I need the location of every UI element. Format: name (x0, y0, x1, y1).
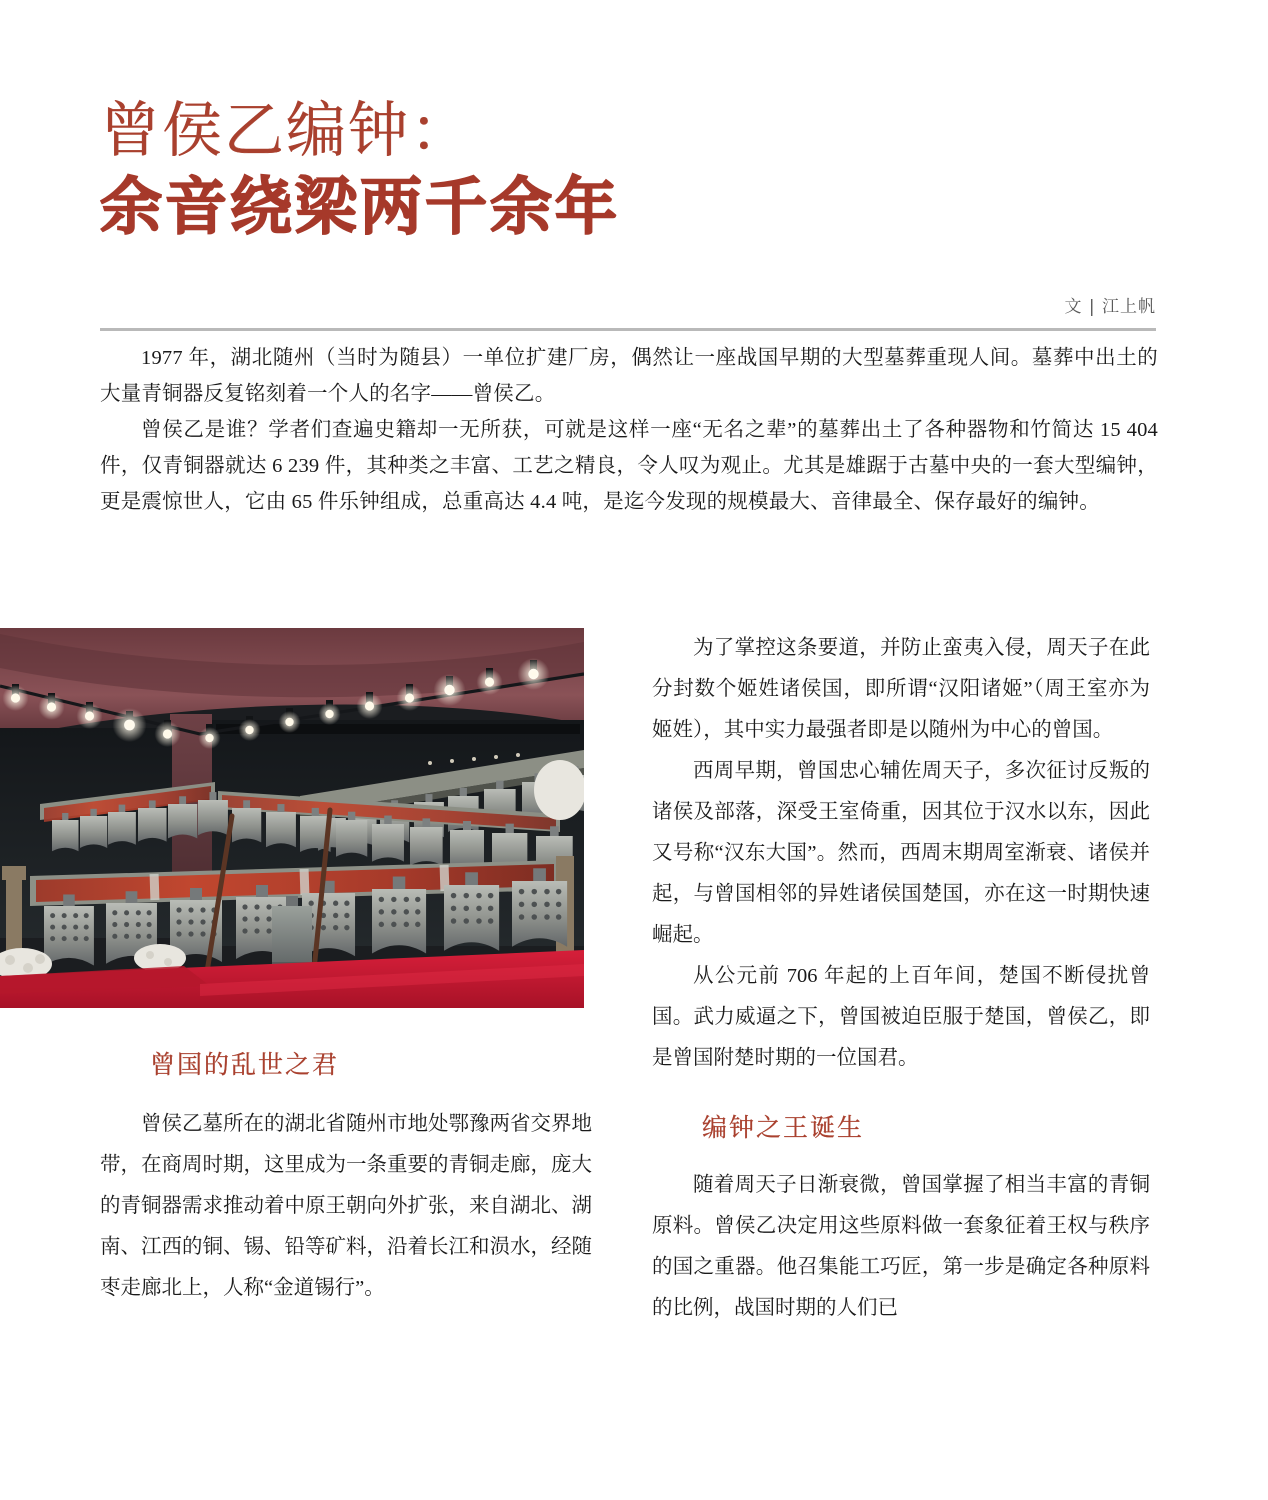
right-paragraph-1: 为了掌控这条要道，并防止蛮夷入侵，周天子在此分封数个姬姓诸侯国，即所谓“汉阳诸姬”（周王室亦为姬姓），其中实力最强者即是以随州为中心的曾国。 (652, 637, 1150, 741)
left-column (100, 1050, 592, 1309)
right-paragraph-2: 西周早期，曾国忠心辅佐周天子，多次征讨反叛的诸侯及部落，深受王室倚重，因其位于汉水以东，因此又号称“汉东大国”。然而，西周末期周室渐衰、诸侯并起，与曾国相邻的异姓诸侯国楚国，亦在这一时期快速崛起。 (652, 760, 1150, 946)
byline: 文 | 江上帆 (1064, 297, 1156, 317)
section-heading-zengguo: 曾国的乱世之君 (150, 1050, 340, 1079)
bianzhong-exhibit-photo (0, 628, 584, 1008)
masthead (100, 98, 1160, 241)
section-heading-bianzhong: 编钟之王诞生 (702, 1113, 865, 1142)
page-title-line-2: 余音绕梁两千余年 (100, 170, 621, 243)
page-title-line-1: 曾侯乙编钟： (100, 96, 472, 166)
right-paragraph-3: 从公元前 706 年起的上百年间，楚国不断侵扰曾国。武力威逼之下，曾国被迫臣服于楚国，曾侯乙，即是曾国附楚时期的一位国君。 (652, 965, 1150, 1069)
lead-paragraph-1: 1977 年，湖北随州（当时为随县）一单位扩建厂房，偶然让一座战国早期的大型墓葬重现人间。墓葬中出土的大量青铜器反复铭刻着一个人的名字——曾侯乙。 (100, 347, 1158, 405)
photo-illustration (0, 628, 584, 1008)
lead-paragraph-2: 曾侯乙是谁？学者们查遍史籍却一无所获，可就是这样一座“无名之辈”的墓葬出土了各种器物和竹简达 15 404 件，仅青铜器就达 6 239 件，其种类之丰富、工艺之精良，令人叹为观止。尤其是雄踞于古墓中央的一套大型编钟，更是震惊世人，它由 65 件乐钟组成，总重高达 4.4 吨，是迄今发现的规模最大、音律最全、保存最好的编钟。 (100, 419, 1158, 513)
header-divider (100, 328, 1156, 331)
right-paragraph-4: 随着周天子日渐衰微，曾国掌握了相当丰富的青铜原料。曾侯乙决定用这些原料做一套象征着王权与秩序的国之重器。他召集能工巧匠，第一步是确定各种原料的比例，战国时期的人们已 (652, 1174, 1150, 1319)
right-column (652, 628, 1150, 1329)
lead-section (100, 340, 1158, 520)
left-paragraph-1: 曾侯乙墓所在的湖北省随州市地处鄂豫两省交界地带，在商周时期，这里成为一条重要的青铜走廊，庞大的青铜器需求推动着中原王朝向外扩张，来自湖北、湖南、江西的铜、锡、铅等矿料，沿着长江和涢水，经随枣走廊北上，人称“金道锡行”。 (100, 1113, 592, 1299)
